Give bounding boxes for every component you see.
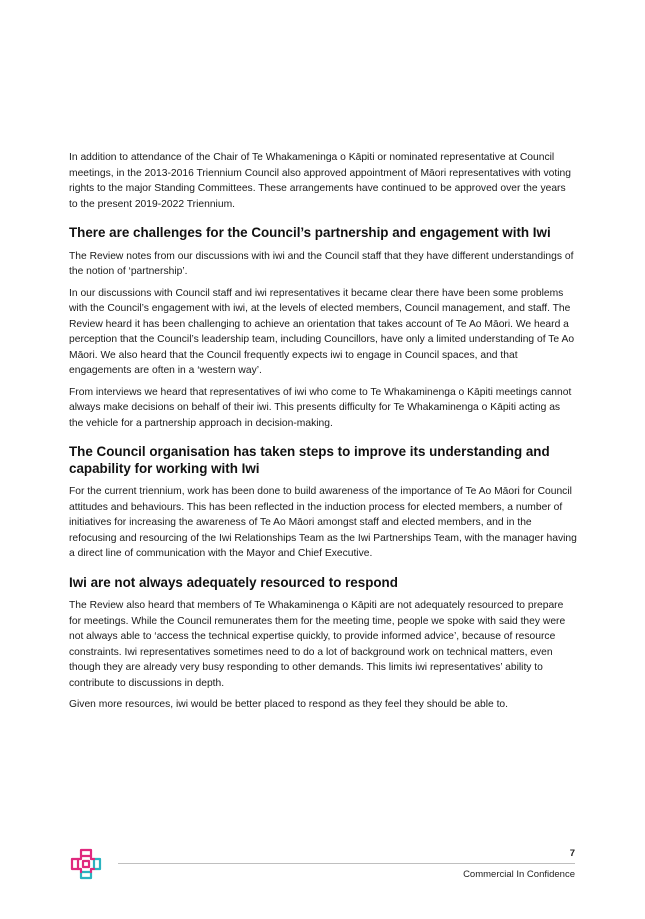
body-paragraph: Given more resources, iwi would be better placed to respond as they feel they should be able to. [69,699,509,710]
section-heading: The Council organisation has taken steps to improve its understanding and capability for working with Iwi [69,444,550,476]
confidentiality-label: Commercial In Confidence [463,869,575,880]
body-paragraph: For the current triennium, work has been done to build awareness of the importance of Te Ao Māori for Council attitudes and behaviours. This has been reflected in the induction process for elected members, a number of initiatives for increasing the awareness of Te Ao Māori amongst staff and elected members, and in the refocusing and resourcing of the Iwi Relationships Team as the Iwi Partnerships Team, with the manager having a direct line of communication with the Mayor and Chief Executive. [69,486,577,559]
body-paragraph: In our discussions with Council staff and iwi representatives it became clear there have been some problems with the Council’s engagement with iwi, at the levels of elected members, Council management, and staff. The Review heard it has been challenging to achieve an orientation that takes account of Te Ao Māori. We heard a perception that the Council’s leadership team, including Councillors, have only a limited understanding of Te Ao Māori. We also heard that the Council frequently expects iwi to engage in Council spaces, and that engagements are often in a ‘western way’. [69,287,575,376]
page-content [69,150,577,719]
intro-paragraph: In addition to attendance of the Chair of Te Whakameninga o Kāpiti or nominated representative at Council meetings, in the 2013-2016 Triennium Council also approved appointment of Māori representatives with voting rights to the major Standing Committees. These arrangements have continued to be approved over the years to the present 2019-2022 Triennium. [69,152,571,210]
body-paragraph: From interviews we heard that representatives of iwi who come to Te Whakaminenga o Kāpiti meetings cannot always make decisions on behalf of their iwi. This presents difficulty for Te Whakaminenga o Kāpiti acting as the vehicle for a partnership approach in decision-making. [69,386,572,429]
body-paragraph: The Review also heard that members of Te Whakaminenga o Kāpiti are not adequately resourced to prepare for meetings. While the Council remunerates them for the meeting time, people we spoke with said they were not always able to ‘access the technical expertise quickly, to provide informed advice’, because of resource constraints. Iwi representatives sometimes need to do a lot of background work on technical matters, even though they are already very busy responding to other demands. This limits iwi representatives’ ability to contribute to discussions in depth. [69,600,566,689]
body-paragraph: The Review notes from our discussions with iwi and the Council staff that they have different understandings of the notion of ‘partnership’. [69,250,574,277]
page-number: 7 [569,848,575,859]
section-heading: There are challenges for the Council’s partnership and engagement with Iwi [69,225,551,240]
cross-knot-logo-icon [69,847,103,881]
footer-divider [118,863,575,864]
section-heading: Iwi are not always adequately resourced to respond [69,574,398,590]
